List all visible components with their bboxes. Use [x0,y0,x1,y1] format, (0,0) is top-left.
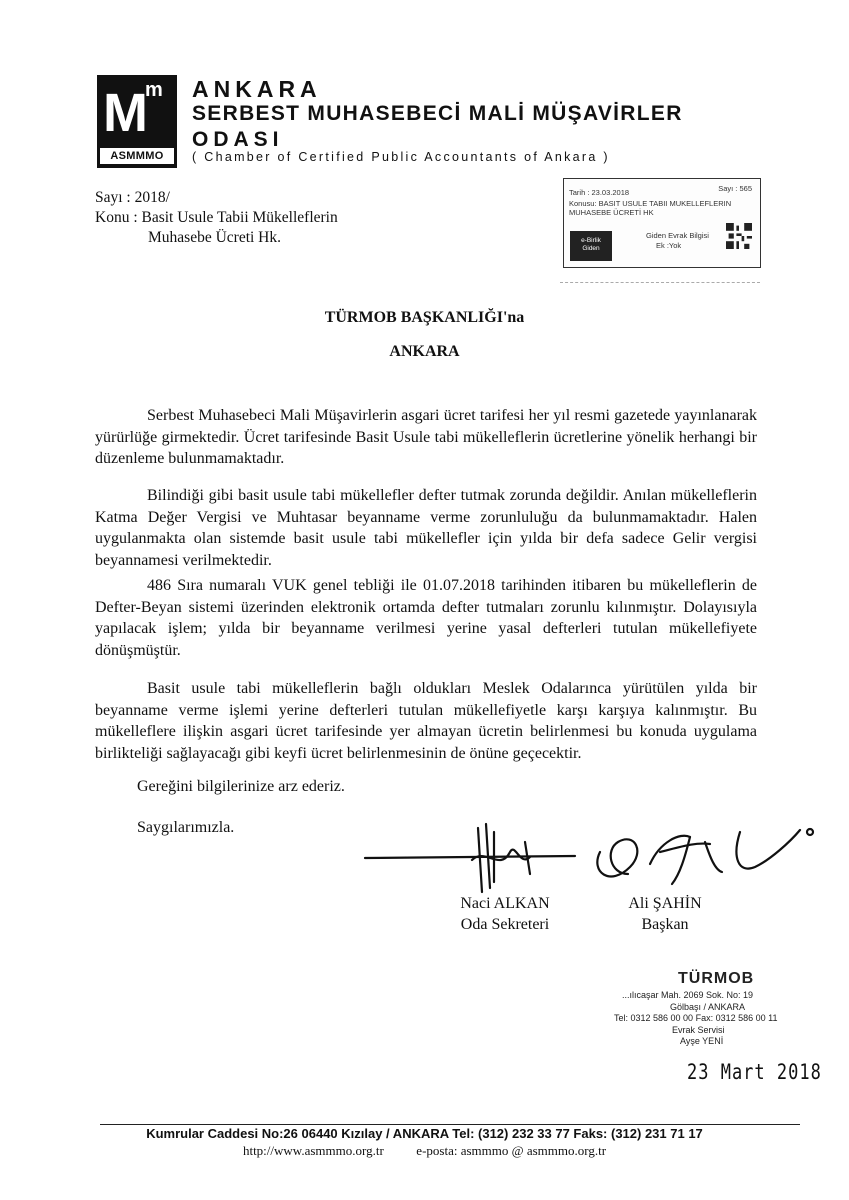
stamp-subject-2: MUHASEBE ÜCRETİ HK [569,208,654,217]
body-paragraph-1 [95,405,757,470]
paragraph-4-text: Basit usule tabi mükelleflerin bağlı oldukları Meslek Odalarınca yürütülen yılda bir beyanname verme işlemi yerine defterleri tutulan mükellefiyetle karşı karşıya kalınmıştır. Bu mükelleflere ilişkin asgari ücret tarifesinde yer almayan ücretin belirlenmesi bu konuda uygulama birlikteliği sağlayacağı gibi keyfi ücret belirlenmesinin de önüne geçecektir. [95,680,757,762]
stamp-date: Tarih : 23.03.2018 [569,188,630,197]
receipt-stamp-address: ...ılıcaşar Mah. 2069 Sok. No: 19 [622,990,754,1000]
receipt-date: 23 Mart 2018 [687,1060,822,1085]
stamp-number: Sayı : 565 [718,184,752,193]
stamp-subject: Konusu: BASIT USULE TABII MUKELLEFLERIN [569,199,732,208]
signatory-1-title: Oda Sekreteri [460,916,550,933]
receipt-stamp-district: Gölbaşı / ANKARA [670,1002,746,1012]
footer-website[interactable]: http://www.asmmmo.org.tr [242,1143,384,1158]
receipt-stamp-org: TÜRMOB [678,970,755,987]
qr-code-icon [726,223,752,249]
signatory-1 [430,893,580,935]
outgoing-document-stamp [563,178,761,268]
receipt-stamp-service: Evrak Servisi [672,1025,725,1035]
subject-line-2: Muhasebe Ücreti Hk. [148,229,281,246]
reference-number: Sayı : 2018/ [95,189,170,206]
paragraph-2-text: Bilindiği gibi basit usule tabi mükellefler defter tutmak zorunda değildir. Anılan mükelleflerin Katma Değer Vergisi ve Muhtasar beyanname verme zorunluluğu da bulunmamaktadır. Halen uygulanmakta olan sistemde basit usule tabi mükellefler için yılda bir defa sadece Gelir vergisi beyannamesi verilmektedir. [95,487,757,569]
recipient-line-1: TÜRMOB BAŞKANLIĞI'na [324,309,525,326]
body-paragraph-2 [95,485,757,571]
badge-line-1: e-Birlik [581,237,601,244]
badge-line-2: Giden [582,245,600,252]
handwritten-signatures [360,812,820,902]
signatory-1-name: Naci ALKAN [460,895,550,912]
body-paragraph-4 [95,678,757,764]
footer-email[interactable]: e-posta: asmmmo @ asmmmo.org.tr [416,1143,607,1158]
receipt-stamp-phone: Tel: 0312 586 00 00 Fax: 0312 586 00 11 [614,1013,778,1023]
footer-address: Kumrular Caddesi No:26 06440 Kızılay / ANKARA Tel: (312) 232 33 77 Faks: (312) 231 71 17 [146,1126,703,1141]
subject-line-1: Konu : Basit Usule Tabii Mükelleflerin [95,209,338,226]
signatory-2-title: Başkan [641,916,689,933]
asmmmo-logo [97,75,177,168]
signatory-2 [595,893,735,935]
body-paragraph-3 [95,575,757,661]
org-name: SERBEST MUHASEBECİ MALİ MÜŞAVİRLER [192,102,683,125]
closing-regards: Saygılarımızla. [137,819,235,836]
recipient-line-2: ANKARA [389,343,460,360]
receipt-stamp-person: Ayşe YENİ [680,1036,724,1046]
paragraph-1-text: Serbest Muhasebeci Mali Müşavirlerin asgari ücret tarifesi her yıl resmi gazetede yayınlanarak yürürlüğe girmektedir. Ücret tarifesinde Basit Usule tabi mükelleflerin ücretlerine yönelik herhangi bir düzenleme bulunmamaktadır. [95,407,757,467]
logo-letter: M [103,83,148,143]
footer-divider [100,1124,800,1125]
paragraph-3-text: 486 Sıra numaralı VUK genel tebliği ile 01.07.2018 tarihinden itibaren bu mükelleflerin de Defter-Beyan sistemi üzerinden elektronik ortamda defter tutmaları zorunlu kılınmıştır. Dolayısıyla yapılacak işlem; yılda bir beyanname verilmesi yerine yasal defterleri tutulan mükellefiyete dönüşmüştür. [95,577,757,659]
logo-tag: ASMMMO [99,147,175,165]
org-suffix: ODASI [192,128,284,151]
org-city: ANKARA [192,76,322,102]
footer-contact [0,1143,849,1159]
org-english-name: ( Chamber of Certified Public Accountants of Ankara ) [192,150,610,164]
stamp-divider [560,282,760,283]
logo-superscript: m [145,79,163,101]
closing-request: Gereğini bilgilerinize arz ederiz. [137,778,345,795]
stamp-form-line-1: Giden Evrak Bilgisi [646,231,709,240]
e-birlik-badge [570,231,612,261]
signatory-2-name: Ali ŞAHİN [628,895,702,912]
stamp-form-line-2: Ek :Yok [656,241,682,250]
